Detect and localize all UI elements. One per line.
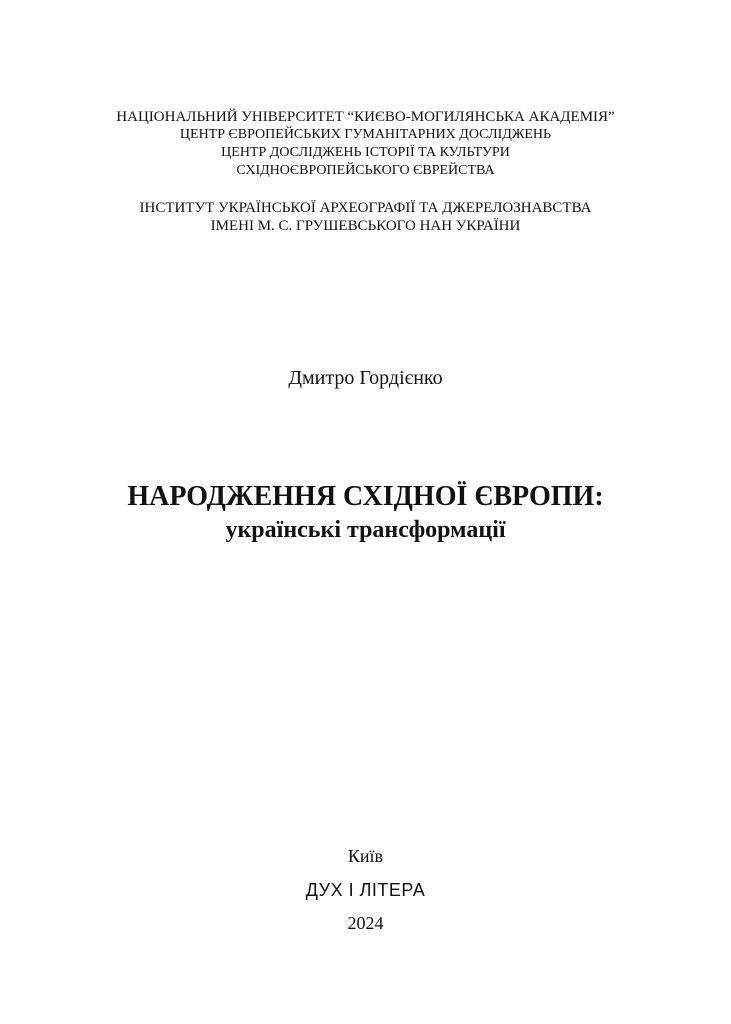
institution-line: ІМЕНІ М. С. ГРУШЕВСЬКОГО НАН УКРАЇНИ [210,218,521,234]
imprint-year: 2024 [347,913,384,933]
institution-line: ІНСТИТУТ УКРАЇНСЬКОЇ АРХЕОГРАФІЇ ТА ДЖЕРЕЛОЗНАВСТВА [139,200,592,216]
imprint-publisher: ДУХ І ЛІТЕРА [305,880,426,900]
imprint-city: Київ [347,846,384,866]
book-title: НАРОДЖЕННЯ СХІДНОЇ ЄВРОПИ: [127,481,604,512]
institutions-group-b [0,199,731,235]
institution-line: ЦЕНТР ДОСЛІДЖЕНЬ ІСТОРІЇ ТА КУЛЬТУРИ [221,145,510,160]
institution-line: ЦЕНТР ЄВРОПЕЙСЬКИХ ГУМАНІТАРНИХ ДОСЛІДЖЕНЬ [179,127,552,142]
book-subtitle: українські трансформації [225,517,506,543]
author-name: Дмитро Гордієнко [288,367,443,389]
institutions-group-a [0,108,731,180]
institution-line: НАЦІОНАЛЬНИЙ УНІВЕРСИТЕТ “КИЄВО-МОГИЛЯНСЬКА АКАДЕМІЯ” [116,109,615,125]
institution-line: СХІДНОЄВРОПЕЙСЬКОГО ЄВРЕЙСТВА [236,163,495,178]
